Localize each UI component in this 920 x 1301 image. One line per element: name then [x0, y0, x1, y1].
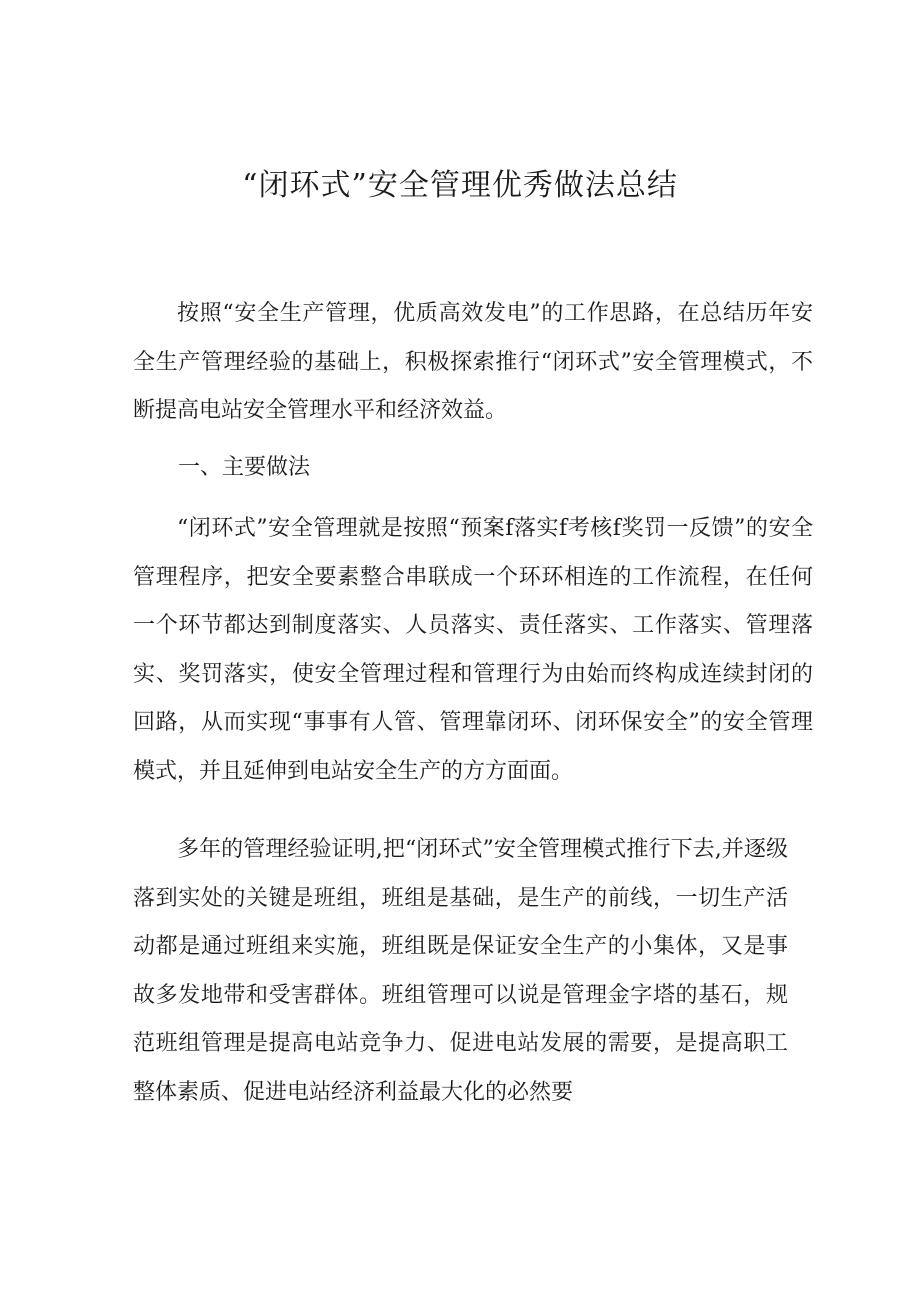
document-title: “闭环式”安全管理优秀做法总结: [242, 168, 678, 203]
body-paragraph-team: 多年的管理经验证明,把“闭环式”安全管理模式推行下去,并逐级落到实处的关键是班组，班组是基础，是生产的前线，一切生产活动都是通过班组来实施，班组既是保证安全生产的小集体，又是事故多发地带和受害群体。班组管理可以说是管理金字塔的基石，规范班组管理是提高电站竞争力、促进电站发展的需要，是提高职工整体素质、促进电站经济利益最大化的必然要: [133, 837, 788, 1105]
section-heading: 一、主要做法: [178, 455, 311, 480]
body-paragraph-definition: “闭环式”安全管理就是按照“预案f落实f考核f奖罚一反馈”的安全管理程序，把安全要素整合串联成一个环环相连的工作流程，在任何一个环节都达到制度落实、人员落实、责任落实、工作落实、管理落实、奖罚落实，使安全管理过程和管理行为由始而终构成连续封闭的回路，从而实现“事事有人管、管理靠闭环、闭环保安全”的安全管理模式，并且延伸到电站安全生产的方方面面。: [133, 516, 813, 784]
intro-paragraph: 按照“安全生产管理，优质高效发电”的工作思路，在总结历年安全生产管理经验的基础上，积极探索推行“闭环式”安全管理模式，不断提高电站安全管理水平和经济效益。: [133, 301, 813, 423]
